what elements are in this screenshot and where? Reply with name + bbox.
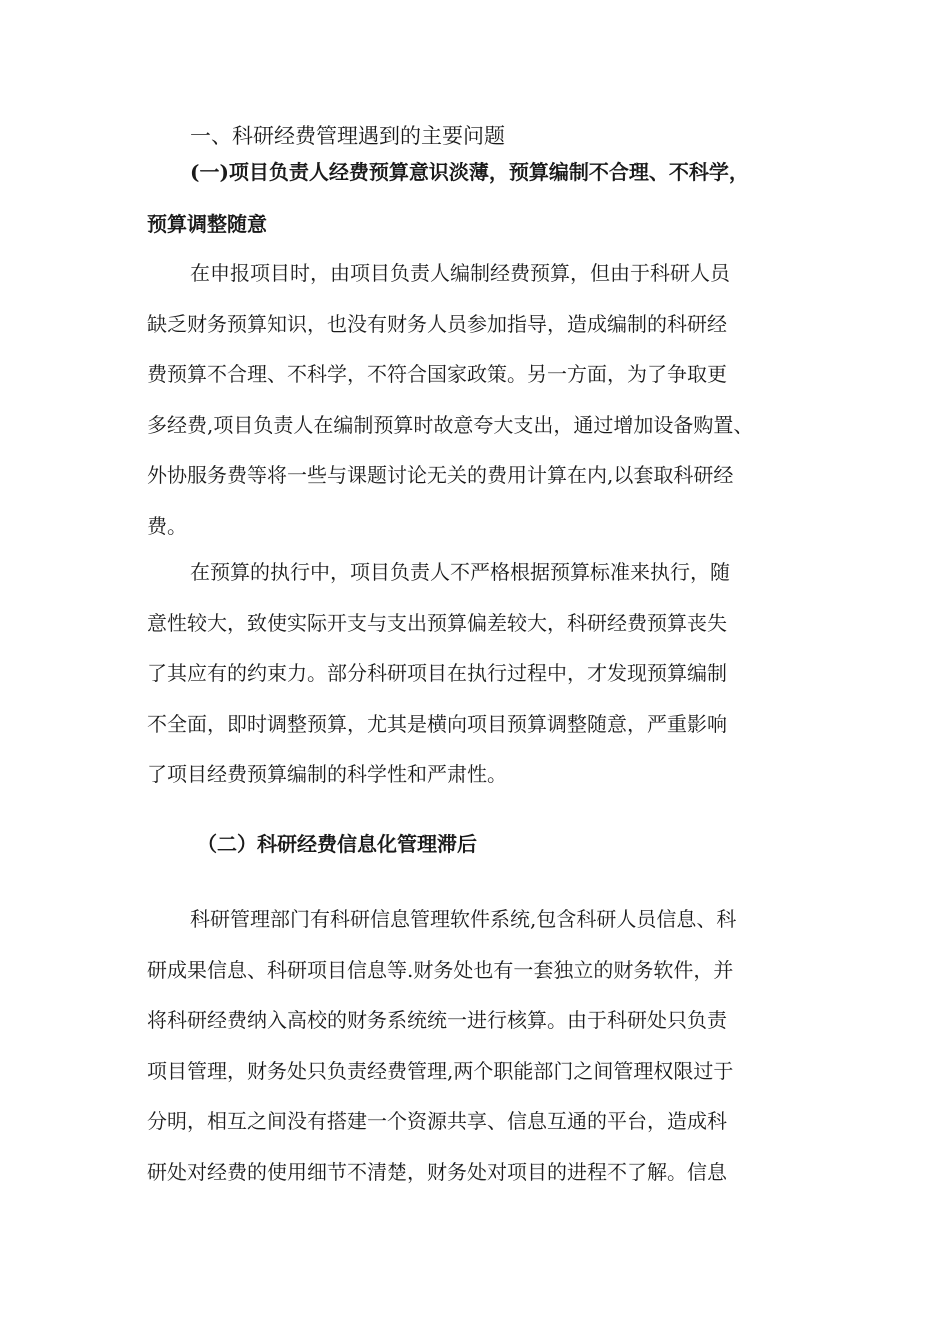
paragraph-line: 项目管理，财务处只负责经费管理,两个职能部门之间管理权限过于	[147, 1058, 734, 1083]
paragraph-budget-preparation	[147, 248, 753, 551]
paragraph-line: 不全面，即时调整预算，尤其是横向项目预算调整随意，严重影响	[147, 711, 727, 736]
subheading-line: 预算调整随意	[147, 212, 267, 236]
paragraph-line: 研处对经费的使用细节不清楚，财务处对项目的进程不了解。信息	[147, 1159, 727, 1184]
paragraph-line: 意性较大，致使实际开支与支出预算偏差较大，科研经费预算丧失	[147, 610, 727, 635]
paragraph-line: 费预算不合理、不科学，不符合国家政策。另一方面，为了争取更	[147, 362, 727, 386]
subheading-information-management	[147, 818, 827, 870]
paragraph-line: 费。	[147, 513, 187, 538]
subheading-line: （二）科研经费信息化管理滞后	[197, 832, 477, 856]
paragraph-line: 将科研经费纳入高校的财务系统统一进行核算。由于科研处只负责	[147, 1008, 727, 1032]
paragraph-line: 外协服务费等将一些与课题讨论无关的费用计算在内,以套取科研经	[147, 463, 734, 487]
paragraph-line: 科研管理部门有科研信息管理软件系统,包含科研人员信息、科	[190, 907, 737, 931]
paragraph-line: 了其应有的约束力。部分科研项目在执行过程中，才发现预算编制	[147, 661, 727, 685]
paragraph-information-systems	[147, 894, 736, 1197]
paragraph-line: 缺乏财务预算知识，也没有财务人员参加指导，造成编制的科研经	[147, 311, 727, 336]
paragraph-line: 在预算的执行中，项目负责人不严格根据预算标准来执行，随	[190, 560, 730, 584]
section-title: 一、科研经费管理遇到的主要问题	[190, 124, 505, 148]
paragraph-line: 了项目经费预算编制的科学性和严肃性。	[147, 762, 507, 786]
paragraph-budget-execution	[147, 547, 730, 800]
subheading-line: (一)项目负责人经费预算意识淡薄，预算编制不合理、不科学，	[190, 160, 749, 184]
paragraph-line: 在申报项目时，由项目负责人编制经费预算，但由于科研人员	[190, 261, 730, 285]
paragraph-line: 研成果信息、科研项目信息等.财务处也有一套独立的财务软件，并	[147, 957, 734, 982]
paragraph-line: 分明，相互之间没有搭建一个资源共享、信息互通的平台，造成科	[147, 1109, 727, 1133]
subheading-budget-awareness	[147, 146, 827, 250]
paragraph-line: 多经费,项目负责人在编制预算时故意夸大支出，通过增加设备购置、	[147, 412, 754, 437]
